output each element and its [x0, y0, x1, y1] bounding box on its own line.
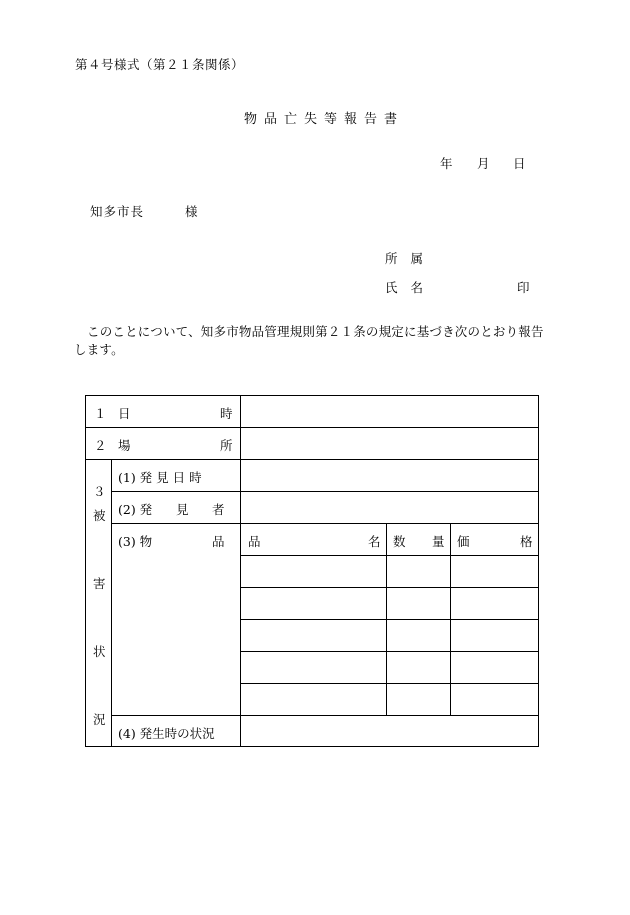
row2-value-cell[interactable] — [241, 428, 538, 459]
date-day-label: 日 — [513, 156, 526, 171]
sub3-label-b: 品 — [212, 534, 225, 549]
row2-label-b: 所 — [220, 438, 233, 453]
addressee-honorific: 様 — [185, 204, 198, 219]
body-text: このことについて、知多市物品管理規則第２１条の規定に基づき次のとおり報告します。 — [74, 324, 544, 357]
sub2-label-c: 者 — [212, 502, 225, 517]
sec3-number: ３ — [93, 484, 106, 499]
sec3-char-1: 被 — [93, 508, 106, 523]
document-title: 物品亡失等報告書 — [244, 112, 405, 127]
row2-number: ２ — [94, 438, 107, 453]
item-row-5[interactable] — [241, 684, 538, 715]
item-row-4[interactable] — [241, 652, 538, 683]
date-month-label: 月 — [477, 156, 490, 171]
name-label — [385, 278, 423, 296]
affiliation-label — [385, 249, 423, 267]
sub2-label-b: 見 — [176, 502, 189, 517]
col-qty-a: 数 — [393, 534, 406, 549]
row1-number: １ — [94, 406, 107, 421]
col-qty-b: 量 — [432, 534, 445, 549]
seal-label: 印 — [517, 280, 530, 295]
form-number: 第４号様式（第２１条関係） — [75, 57, 245, 72]
item-row-2[interactable] — [241, 588, 538, 619]
sub2-label-a: (2) 発 — [118, 502, 153, 517]
sub4-value-cell[interactable] — [241, 716, 538, 746]
sub3-label-a: (3) 物 — [118, 534, 153, 549]
col-price-a: 価 — [457, 534, 470, 549]
col-price-b: 格 — [520, 534, 533, 549]
row1-value-cell[interactable] — [241, 396, 538, 427]
row1-label-a: 日 — [118, 406, 131, 421]
sec3-char-2: 害 — [93, 576, 106, 591]
affiliation-label-char2: 属 — [410, 251, 424, 266]
name-label-char1: 氏 — [385, 280, 398, 295]
sub1-label: (1) 発 見 日 時 — [118, 470, 202, 485]
sec3-char-3: 状 — [93, 644, 106, 659]
item-row-3[interactable] — [241, 620, 538, 651]
row2-label-a: 場 — [118, 438, 131, 453]
addressee-name: 知多市長 — [90, 204, 145, 219]
affiliation-label-char1: 所 — [385, 251, 398, 266]
item-row-1[interactable] — [241, 556, 538, 587]
sub1-value-cell[interactable] — [241, 460, 538, 491]
row1-label-b: 時 — [220, 406, 233, 421]
date-year-label: 年 — [440, 156, 453, 171]
sub2-value-cell[interactable] — [241, 492, 538, 523]
name-label-char2: 名 — [410, 280, 424, 295]
sec3-char-4: 況 — [93, 712, 106, 727]
col-item-b: 名 — [368, 534, 381, 549]
report-table — [85, 395, 539, 747]
sub4-label: (4) 発生時の状況 — [118, 726, 215, 741]
col-item-a: 品 — [248, 534, 261, 549]
